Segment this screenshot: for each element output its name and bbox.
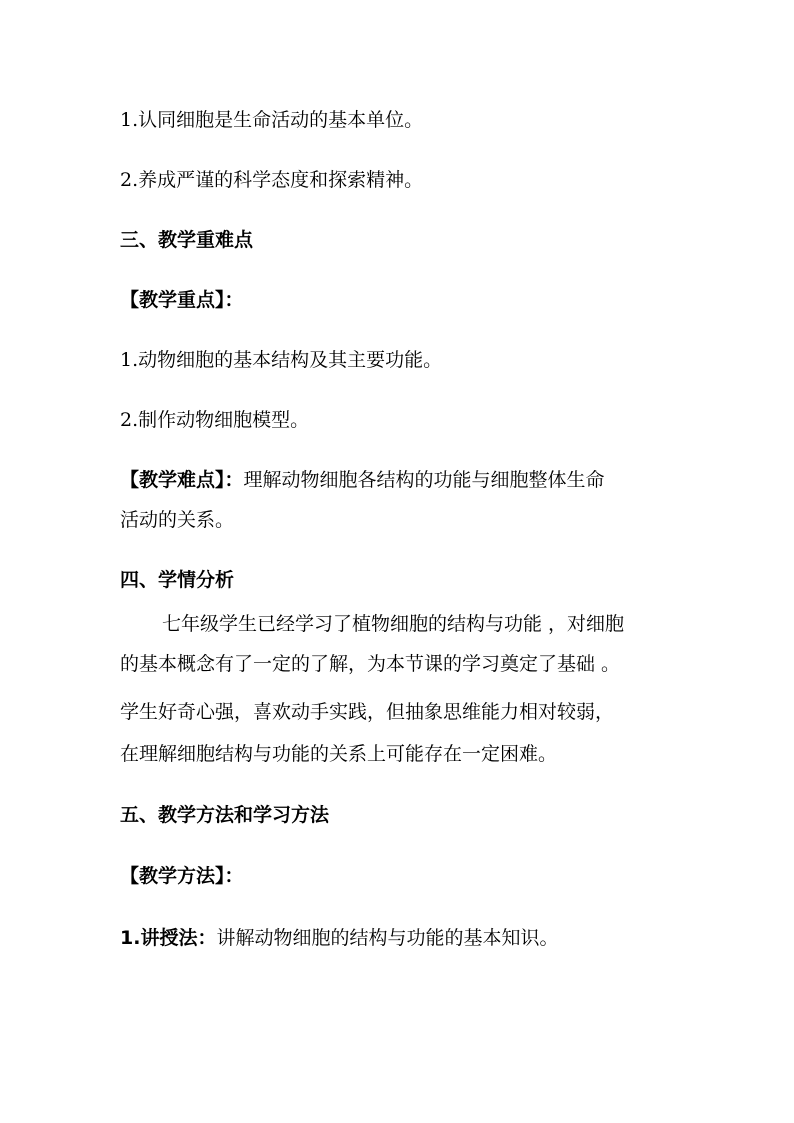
key-point-item-2: 2.制作动物细胞模型。	[120, 409, 310, 431]
analysis-line-1: 七年级学生已经学习了植物细胞的结构与功能 ，对细胞	[162, 613, 625, 635]
key-point-item-1: 1.动物细胞的基本结构及其主要功能。	[120, 349, 443, 371]
method-1-text: 讲解动物细胞的结构与功能的基本知识。	[216, 927, 559, 949]
method-1-label: 1.讲授法：	[120, 927, 217, 949]
method-item-1	[120, 926, 700, 950]
analysis-line-3: 学生好奇心强，喜欢动手实践，但抽象思维能力相对较弱，	[120, 701, 615, 723]
teaching-methods-label: 【教学方法】：	[120, 865, 244, 887]
goal-item-1: 1.认同细胞是生命活动的基本单位。	[120, 109, 424, 131]
section-heading-difficulties: 三、教学重难点	[120, 229, 254, 251]
key-points-label: 【教学重点】：	[120, 289, 244, 311]
goal-item-2: 2.养成严谨的科学态度和探索精神。	[120, 169, 424, 191]
difficulty-label: 【教学难点】：	[120, 469, 244, 491]
analysis-line-2: 的基本概念有了一定的了解，为本节课的学习奠定了基础 。	[120, 653, 621, 675]
analysis-line-4: 在理解细胞结构与功能的关系上可能存在一定困难。	[120, 743, 558, 765]
difficulty-text: 理解动物细胞各结构的功能与细胞整体生命	[243, 469, 605, 491]
section-heading-student-analysis: 四、学情分析	[120, 569, 235, 591]
section-heading-methods: 五、教学方法和学习方法	[120, 804, 330, 826]
difficulty-paragraph-line-1	[120, 468, 700, 492]
difficulty-paragraph-line-2: 活动的关系。	[120, 509, 235, 531]
